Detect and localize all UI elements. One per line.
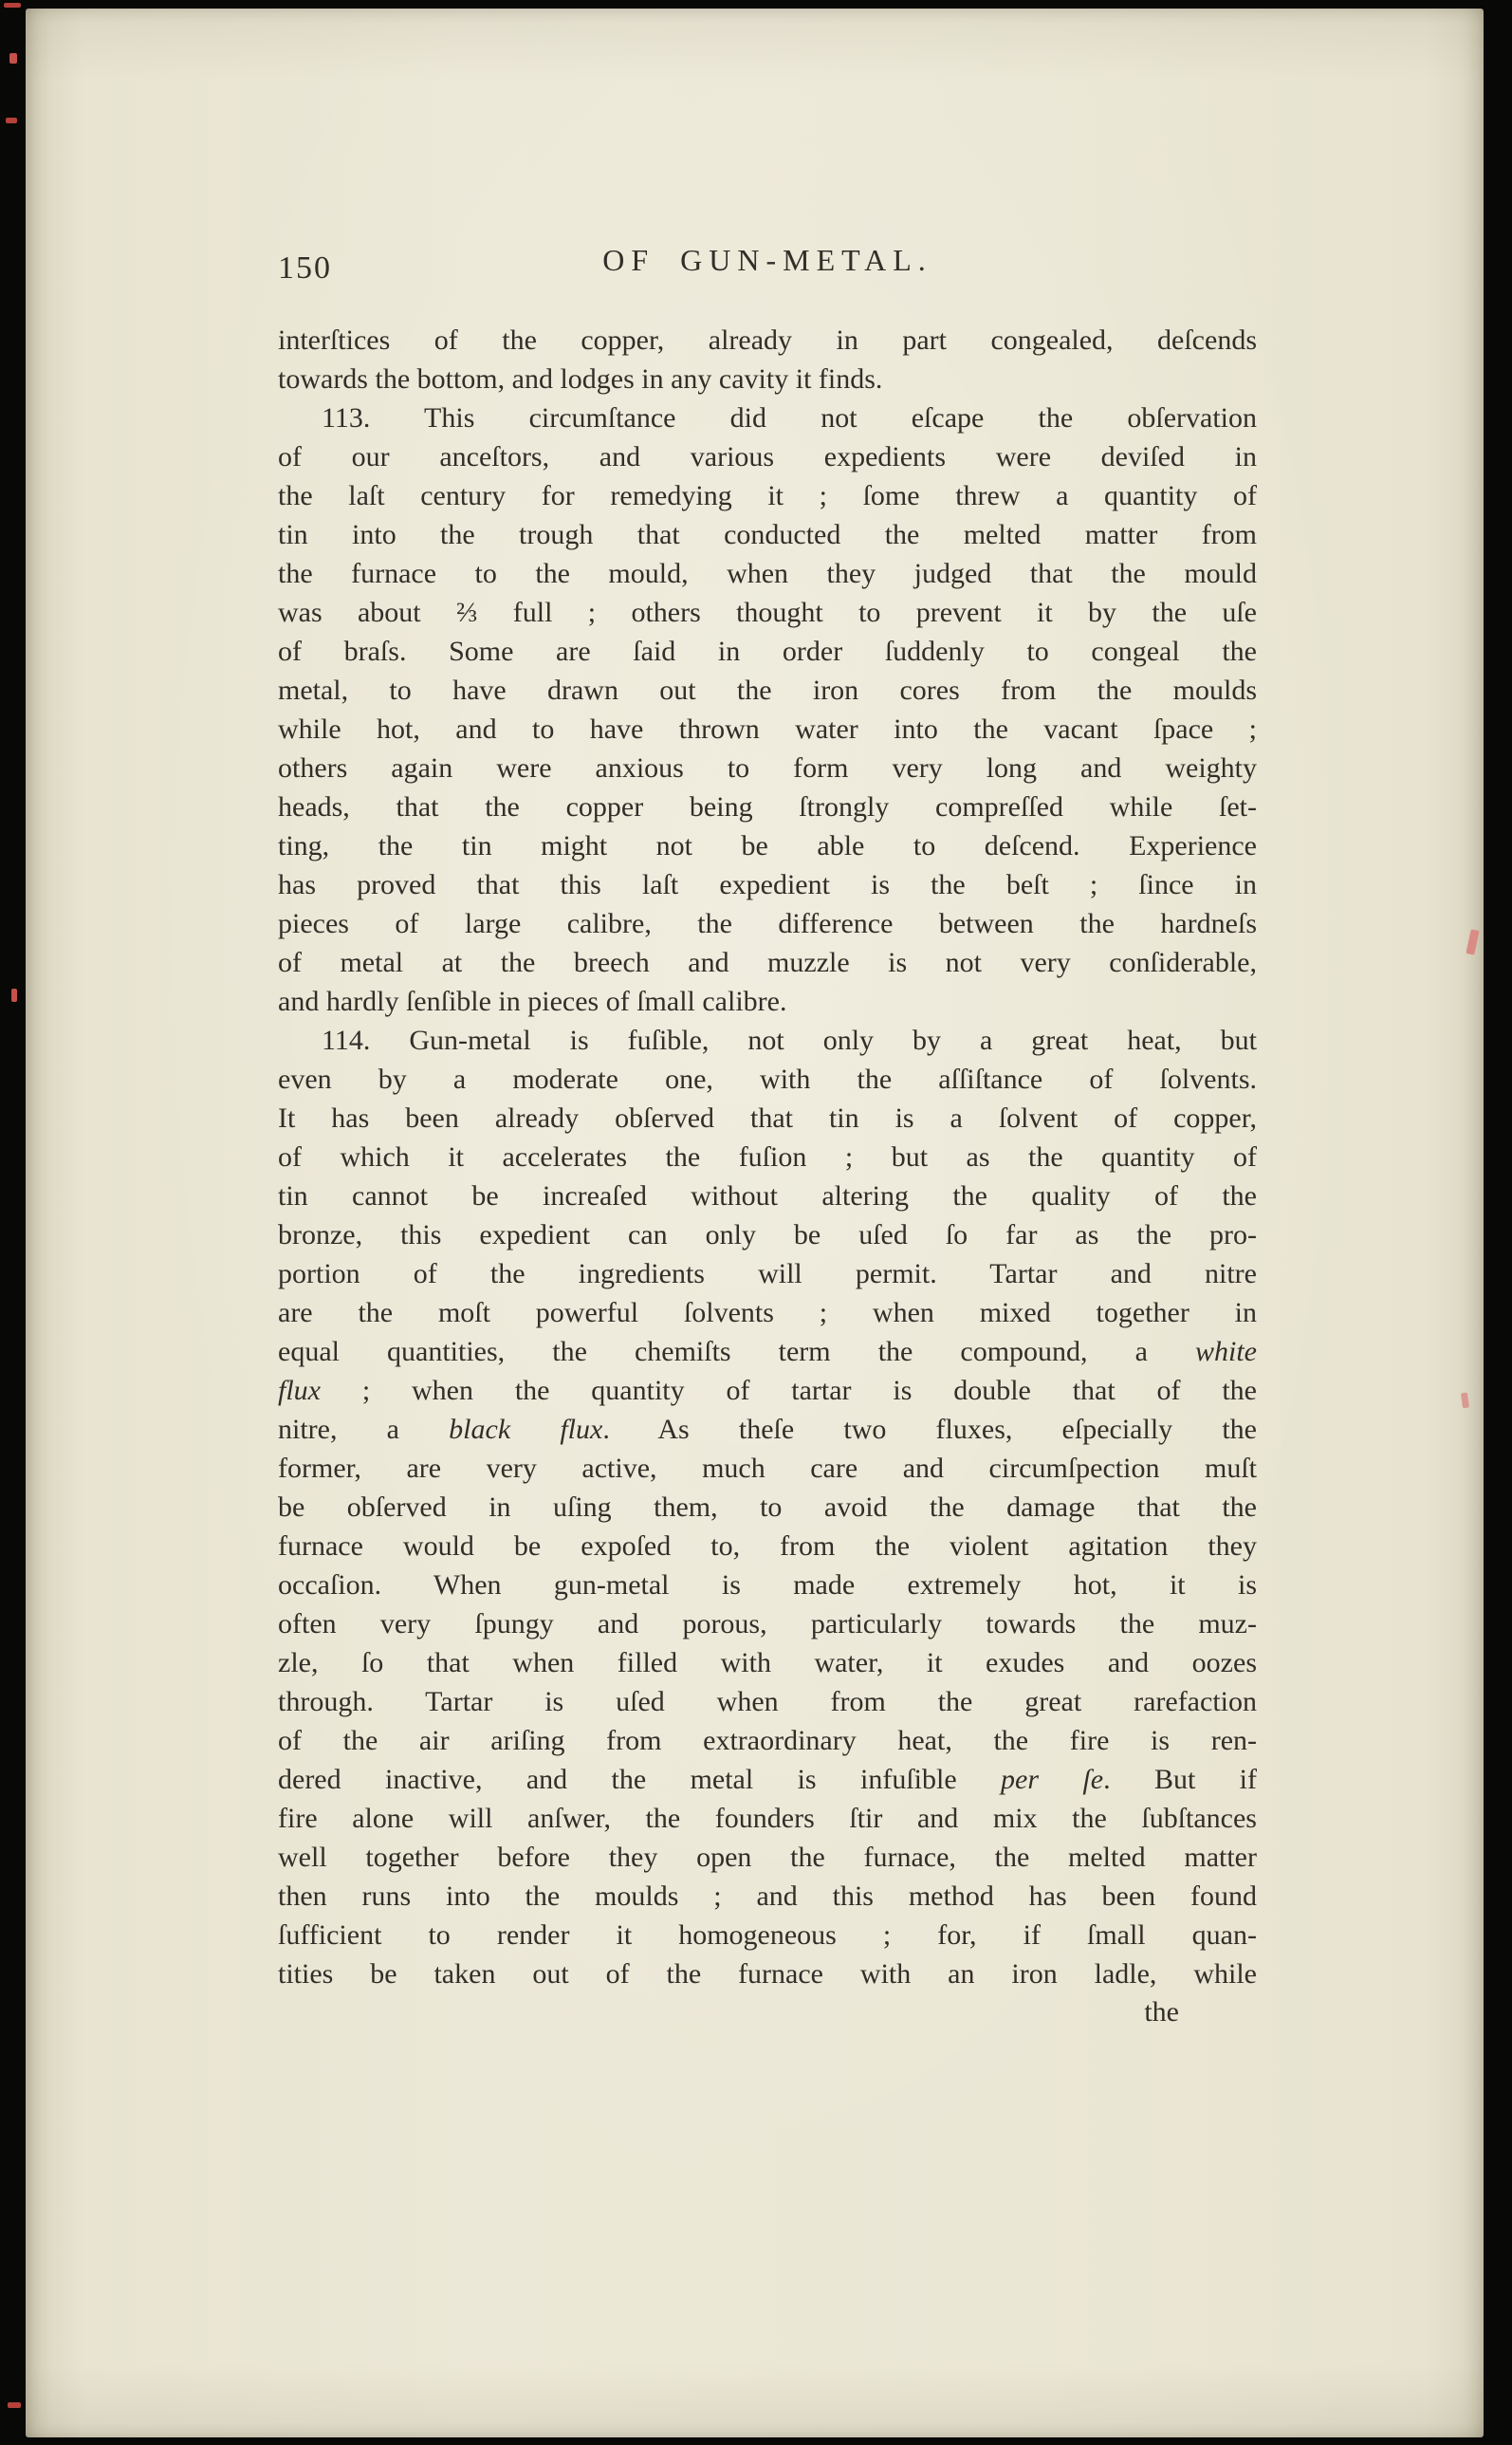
page-number: 150 (278, 250, 332, 286)
text-line: zle, ſo that when filled with water, it exudes and oozes (278, 1647, 1257, 1678)
text-line: pieces of large calibre, the difference between the hardneſs (278, 908, 1257, 939)
catchword: the (1144, 1996, 1179, 2028)
text-line: flux ; when the quantity of tartar is double that of the (278, 1375, 1257, 1406)
scan-artifact (4, 3, 21, 8)
text-line: of our anceſtors, and various expedients were deviſed in (278, 441, 1257, 472)
page-header (278, 243, 1257, 287)
text-line: of braſs. Some are ſaid in order ſuddenly to congeal the (278, 636, 1257, 667)
text-line: tin into the trough that conducted the melted matter from (278, 519, 1257, 550)
text-line: through. Tartar is uſed when from the great rarefaction (278, 1686, 1257, 1717)
text-line: of which it accelerates the fuſion ; but as the quantity of (278, 1141, 1257, 1173)
text-line: was about ⅔ full ; others thought to prevent it by the uſe (278, 597, 1257, 628)
text-line: and hardly ſenſible in pieces of ſmall calibre. (278, 986, 787, 1017)
text-line: 114. Gun-metal is fuſible, not only by a great heat, but (322, 1025, 1257, 1056)
text-line: of the air ariſing from extraordinary heat, the fire is ren- (278, 1725, 1257, 1756)
text-line: towards the bottom, and lodges in any cavity it finds. (278, 363, 883, 395)
page-content (278, 243, 1257, 2028)
text-line: be obſerved in uſing them, to avoid the damage that the (278, 1491, 1257, 1523)
text-line: while hot, and to have thrown water into the vacant ſpace ; (278, 713, 1257, 745)
text-line: are the moſt powerful ſolvents ; when mixed together in (278, 1297, 1257, 1328)
text-line: has proved that this laſt expedient is the beſt ; ſince in (278, 869, 1257, 900)
text-line: the furnace to the mould, when they judged that the mould (278, 558, 1257, 589)
text-line: It has been already obſerved that tin is a ſolvent of copper, (278, 1102, 1257, 1134)
text-line: heads, that the copper being ſtrongly compreſſed while ſet- (278, 791, 1257, 823)
text-line: fire alone will anſwer, the founders ſtir and mix the ſubſtances (278, 1803, 1257, 1834)
scan-artifact (8, 2402, 21, 2408)
text-line: interſtices of the copper, already in part congealed, deſcends (278, 324, 1257, 356)
text-line: of metal at the breech and muzzle is not very conſiderable, (278, 947, 1257, 978)
text-line: occaſion. When gun-metal is made extremely hot, it is (278, 1569, 1257, 1601)
text-line: often very ſpungy and porous, particularly towards the muz- (278, 1608, 1257, 1639)
text-line: 113. This circumſtance did not eſcape the obſervation (322, 402, 1257, 434)
text-line: equal quantities, the chemiſts term the compound, a white (278, 1336, 1257, 1367)
scan-artifact (11, 989, 17, 1002)
scan-artifact (6, 118, 17, 123)
text-line: even by a moderate one, with the aſſiſtance of ſolvents. (278, 1064, 1257, 1095)
text-line: ſufficient to render it homogeneous ; for, if ſmall quan- (278, 1919, 1257, 1951)
text-line: bronze, this expedient can only be uſed ſo far as the pro- (278, 1219, 1257, 1250)
text-line: furnace would be expoſed to, from the violent agitation they (278, 1530, 1257, 1562)
catchword-row (278, 1996, 1257, 2028)
text-line: portion of the ingredients will permit. Tartar and nitre (278, 1258, 1257, 1289)
text-line: dered inactive, and the metal is infuſible per ſe. But if (278, 1764, 1257, 1795)
running-title: OF GUN-METAL. (602, 243, 932, 277)
text-line: then runs into the moulds ; and this method has been found (278, 1880, 1257, 1912)
text-line: nitre, a black flux. As theſe two fluxes, eſpecially the (278, 1414, 1257, 1445)
scan-artifact (9, 53, 17, 64)
text-line: well together before they open the furnace, the melted matter (278, 1842, 1257, 1873)
text-line: ting, the tin might not be able to deſcend. Experience (278, 830, 1257, 861)
text-line: former, are very active, much care and circumſpection muſt (278, 1453, 1257, 1484)
book-page (26, 9, 1484, 2437)
text-line: metal, to have drawn out the iron cores from the moulds (278, 675, 1257, 706)
text-line: tities be taken out of the furnace with an iron ladle, while (278, 1958, 1257, 1990)
text-line: the laſt century for remedying it ; ſome threw a quantity of (278, 480, 1257, 511)
text-line: others again were anxious to form very long and weighty (278, 752, 1257, 784)
body-text (278, 321, 1257, 1993)
text-line: tin cannot be increaſed without altering the quality of the (278, 1180, 1257, 1212)
